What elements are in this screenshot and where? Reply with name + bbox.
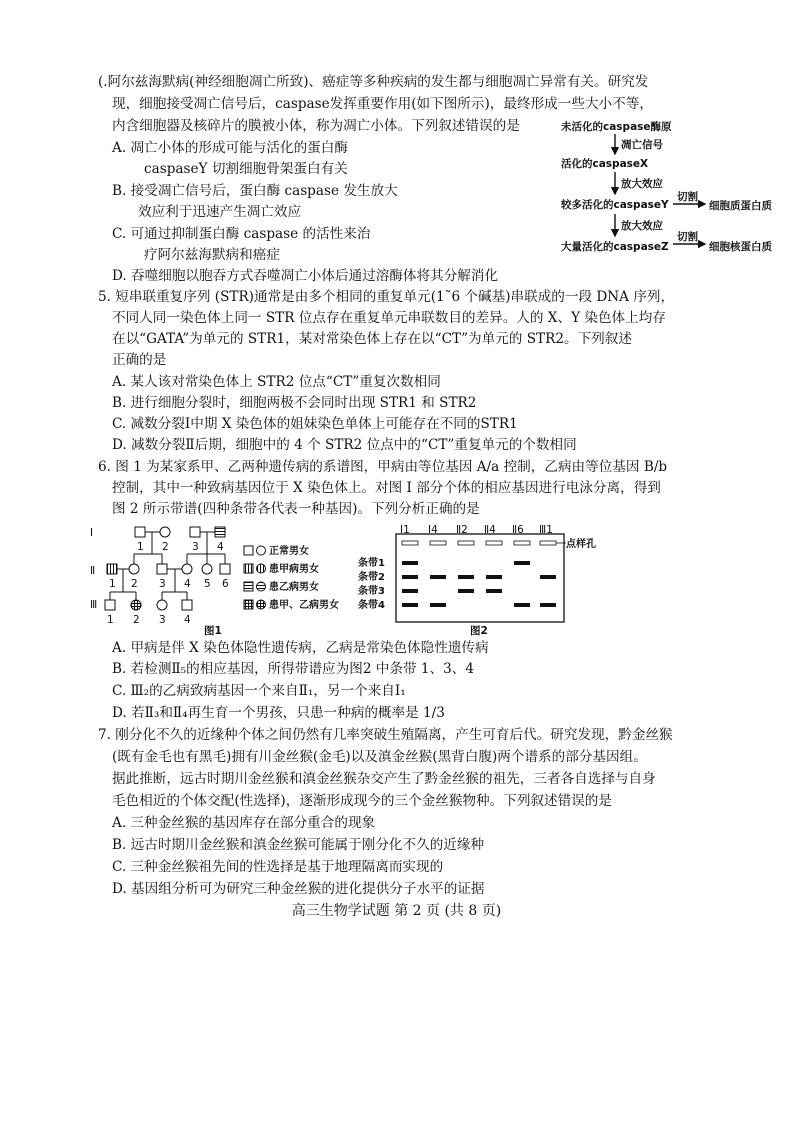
gen3-num-1: 1 bbox=[107, 614, 114, 626]
gen1-num-2: 2 bbox=[162, 541, 169, 553]
band-ii2-2 bbox=[458, 575, 474, 579]
gen2-num-4: 4 bbox=[184, 578, 191, 590]
well-4 bbox=[486, 541, 502, 545]
sample-label: 点样孔 bbox=[566, 539, 596, 550]
pedigree-ii1 bbox=[107, 564, 117, 574]
band-iii1-4 bbox=[540, 603, 556, 607]
legend-yi-female bbox=[257, 582, 266, 591]
diagram-arrow3-label: 放大效应 bbox=[621, 220, 663, 232]
gen2-num-3: 3 bbox=[159, 578, 166, 590]
q5-option-c: C. 减数分裂Ⅰ中期 X 染色体的姐妹染色单体上可能存在不同的STR1 bbox=[112, 416, 518, 432]
well-1 bbox=[402, 541, 418, 545]
gel-frame bbox=[396, 534, 564, 622]
legend-both-label: 患甲、乙病男女 bbox=[269, 600, 339, 611]
legend-jia-label: 患甲病男女 bbox=[269, 564, 319, 575]
gen2-num-5: 5 bbox=[204, 578, 211, 590]
band-label-2: 条带2 bbox=[358, 572, 385, 583]
lane-label-2: Ⅰ4 bbox=[428, 524, 438, 536]
band-ii4-2 bbox=[486, 575, 502, 579]
legend-both-male bbox=[244, 600, 253, 609]
q7-stem-line-3: 据此推断，远古时期川金丝猴和滇金丝猴杂交产生了黔金丝猴的祖先，三者各自选择与自身 bbox=[112, 771, 656, 787]
band-ii4-3 bbox=[486, 589, 502, 593]
gen3-num-3: 3 bbox=[159, 614, 166, 626]
q4-option-c-cont: 疗阿尔兹海默病和癌症 bbox=[144, 247, 280, 263]
band-i1-4 bbox=[402, 603, 418, 607]
legend-jia-male bbox=[244, 564, 253, 573]
pedigree-ii2 bbox=[129, 564, 139, 574]
q7-stem-line-2: (既有金毛也有黑毛)拥有川金丝猴(金毛)以及滇金丝猴(黑背白腹)两个谱系的部分基因组。 bbox=[112, 749, 647, 765]
band-i1-1 bbox=[402, 561, 418, 565]
pedigree-i4 bbox=[215, 527, 225, 537]
lane-label-3: Ⅱ2 bbox=[456, 524, 468, 536]
gen3-num-2: 2 bbox=[133, 614, 140, 626]
q7-option-b: B. 远古时期川金丝猴和滇金丝猴可能属于刚分化不久的近缘种 bbox=[112, 837, 485, 853]
q6-stem-line-1: 6. 图 1 为某家系甲、乙两种遗传病的系谱图，甲病由等位基因 A/a 控制，乙病由等位基因 B/b bbox=[98, 459, 668, 475]
band-i1-3 bbox=[402, 589, 418, 593]
gen-label-2: Ⅱ bbox=[90, 565, 96, 577]
diagram-caspase-y: 较多活化的caspaseY bbox=[561, 199, 669, 211]
band-ii2-3 bbox=[458, 589, 474, 593]
q4-option-a: A. 凋亡小体的形成可能与活化的蛋白酶 bbox=[112, 140, 348, 156]
lane-label-4: Ⅱ4 bbox=[484, 524, 496, 536]
pedigree-i1 bbox=[135, 527, 145, 537]
q4-stem-line-3: 内含细胞器及核碎片的膜被小体，称为凋亡小体。下列叙述错误的是 bbox=[112, 118, 520, 134]
q5-stem-line-3: 在以“GATA”为单元的 STR1，某对常染色体上存在以“CT”为单元的 STR2。下列叙述 bbox=[112, 331, 632, 347]
gen1-num-1: 1 bbox=[137, 541, 144, 553]
band-ii6-1 bbox=[514, 561, 530, 565]
band-label-1: 条带1 bbox=[358, 558, 385, 569]
diagram-procaspase: 未活化的caspase酶原 bbox=[561, 121, 672, 133]
lane-label-5: Ⅱ6 bbox=[512, 524, 524, 536]
q7-option-a: A. 三种金丝猴的基因库存在部分重合的现象 bbox=[112, 815, 376, 831]
legend-both-female bbox=[257, 600, 266, 609]
band-i4-4 bbox=[430, 603, 446, 607]
q7-option-c: C. 三种金丝猴祖先间的性选择是基于地理隔离而实现的 bbox=[112, 859, 444, 875]
q7-stem-line-4: 毛色相近的个体交配(性选择)，逐渐形成现今的三个金丝猴物种。下列叙述错误的是 bbox=[112, 793, 612, 809]
q4-option-d: D. 吞噬细胞以胞吞方式吞噬凋亡小体后通过溶酶体将其分解消化 bbox=[112, 268, 499, 284]
q6-option-b: B. 若检测Ⅱ₅的相应基因，所得带谱应为图2 中条带 1、3、4 bbox=[112, 661, 475, 677]
pedigree-ii5 bbox=[202, 564, 212, 574]
q4-stem-line-1: (.阿尔兹海默病(神经细胞凋亡所致)、癌症等多种疾病的发生都与细胞凋亡异常有关。研究发 bbox=[98, 74, 649, 90]
caspase-diagram bbox=[555, 116, 791, 264]
legend-normal-male bbox=[244, 546, 253, 555]
band-i1-2 bbox=[402, 575, 418, 579]
q6-option-d: D. 若Ⅱ₃和Ⅱ₄再生育一个男孩，只患一种病的概率是 1/3 bbox=[112, 705, 445, 721]
lane-label-6: Ⅲ1 bbox=[539, 524, 553, 536]
q5-option-a: A. 某人该对常染色体上 STR2 位点“CT”重复次数相同 bbox=[112, 374, 441, 390]
q7-option-d: D. 基因组分析可为研究三种金丝猴的进化提供分子水平的证据 bbox=[112, 881, 485, 897]
band-label-3: 条带3 bbox=[358, 586, 385, 597]
band-iii1-2 bbox=[540, 575, 556, 579]
pedigree-ii6 bbox=[220, 564, 230, 574]
gen1-num-4: 4 bbox=[217, 541, 224, 553]
pedigree-iii4 bbox=[182, 600, 192, 610]
legend-jia-female bbox=[257, 564, 266, 573]
pedigree-figure bbox=[88, 524, 368, 640]
electrophoresis-figure bbox=[356, 524, 606, 640]
diagram-target2: 细胞核蛋白质 bbox=[709, 241, 772, 253]
lane-label-1: Ⅰ1 bbox=[400, 524, 410, 536]
pedigree-ii4 bbox=[182, 564, 192, 574]
well-3 bbox=[458, 541, 474, 545]
q5-stem-line-2: 不同人同一染色体上同一 STR 位点存在重复单元串联数目的差异。人的 X、Y 染色体上均存 bbox=[112, 310, 666, 326]
q4-option-a-cont: caspaseY 切割细胞骨架蛋白有关 bbox=[144, 161, 348, 177]
well-6 bbox=[540, 541, 556, 545]
pedigree-ii3 bbox=[157, 564, 167, 574]
gen1-num-3: 3 bbox=[192, 541, 199, 553]
q4-option-c: C. 可通过抑制蛋白酶 caspase 的活性来治 bbox=[112, 226, 371, 242]
diagram-cut2-label: 切割 bbox=[677, 231, 698, 243]
band-ii6-4 bbox=[514, 603, 530, 607]
q5-stem-line-4: 正确的是 bbox=[112, 352, 167, 368]
q5-option-d: D. 减数分裂Ⅱ后期，细胞中的 4 个 STR2 位点中的“CT”重复单元的个数相同 bbox=[112, 437, 577, 453]
q4-option-b-cont: 效应利于迅速产生凋亡效应 bbox=[138, 204, 302, 220]
diagram-arrow2-label: 放大效应 bbox=[621, 178, 663, 190]
well-2 bbox=[430, 541, 446, 545]
fig2-caption: 图2 bbox=[470, 625, 488, 637]
gen3-num-4: 4 bbox=[184, 614, 191, 626]
pedigree-i2 bbox=[160, 527, 170, 537]
legend-yi-label: 患乙病男女 bbox=[269, 582, 319, 593]
q4-option-b: B. 接受凋亡信号后，蛋白酶 caspase 发生放大 bbox=[112, 183, 398, 199]
well-5 bbox=[514, 541, 530, 545]
q6-stem-line-2: 控制，其中一种致病基因位于 X 染色体上。对图 I 部分个体的相应基因进行电泳分离，得到 bbox=[112, 480, 661, 496]
page-footer: 高三生物学试题 第 2 页 (共 8 页) bbox=[291, 903, 502, 919]
legend-normal-female bbox=[257, 546, 266, 555]
diagram-caspase-x: 活化的caspaseX bbox=[561, 158, 649, 170]
q6-option-c: C. Ⅲ₂的乙病致病基因一个来自Ⅱ₁，另一个来自Ⅰ₁ bbox=[112, 683, 406, 699]
q6-option-a: A. 甲病是伴 X 染色体隐性遗传病，乙病是常染色体隐性遗传病 bbox=[112, 640, 489, 656]
gen2-num-1: 1 bbox=[109, 578, 116, 590]
q5-option-b: B. 进行细胞分裂时，细胞两极不会同时出现 STR1 和 STR2 bbox=[112, 395, 477, 411]
diagram-cut1-label: 切割 bbox=[677, 191, 698, 203]
gen-label-1: Ⅰ bbox=[90, 527, 94, 539]
q6-stem-line-3: 图 2 所示带谱(四种条带各代表一种基因)。下列分析正确的是 bbox=[112, 501, 480, 517]
legend-yi-male bbox=[244, 582, 253, 591]
q5-stem-line-1: 5. 短串联重复序列 (STR)通常是由多个相同的重复单元(1˜6 个碱基)串联成的一段 DNA 序列， bbox=[98, 289, 675, 305]
pedigree-iii1 bbox=[105, 600, 115, 610]
band-label-4: 条带4 bbox=[358, 600, 385, 611]
gen2-num-2: 2 bbox=[131, 578, 138, 590]
diagram-caspase-z: 大量活化的caspaseZ bbox=[561, 241, 669, 253]
pedigree-iii2 bbox=[131, 600, 141, 610]
fig1-caption: 图1 bbox=[204, 625, 222, 637]
diagram-arrow1-label: 凋亡信号 bbox=[621, 139, 663, 151]
q7-stem-line-1: 7. 刚分化不久的近缘种个体之间仍然有几率突破生殖隔离，产生可育后代。研究发现，黔金丝猴 bbox=[98, 727, 673, 743]
q4-stem-line-2: 现，细胞接受凋亡信号后，caspase发挥重要作用(如下图所示)，最终形成一些大小不等， bbox=[112, 96, 653, 112]
pedigree-iii3 bbox=[157, 600, 167, 610]
pedigree-i3 bbox=[190, 527, 200, 537]
gen-label-3: Ⅲ bbox=[90, 599, 98, 611]
legend-normal-label: 正常男女 bbox=[269, 546, 309, 557]
diagram-target1: 细胞质蛋白质 bbox=[709, 200, 772, 212]
gen2-num-6: 6 bbox=[222, 578, 229, 590]
band-i4-2 bbox=[430, 575, 446, 579]
